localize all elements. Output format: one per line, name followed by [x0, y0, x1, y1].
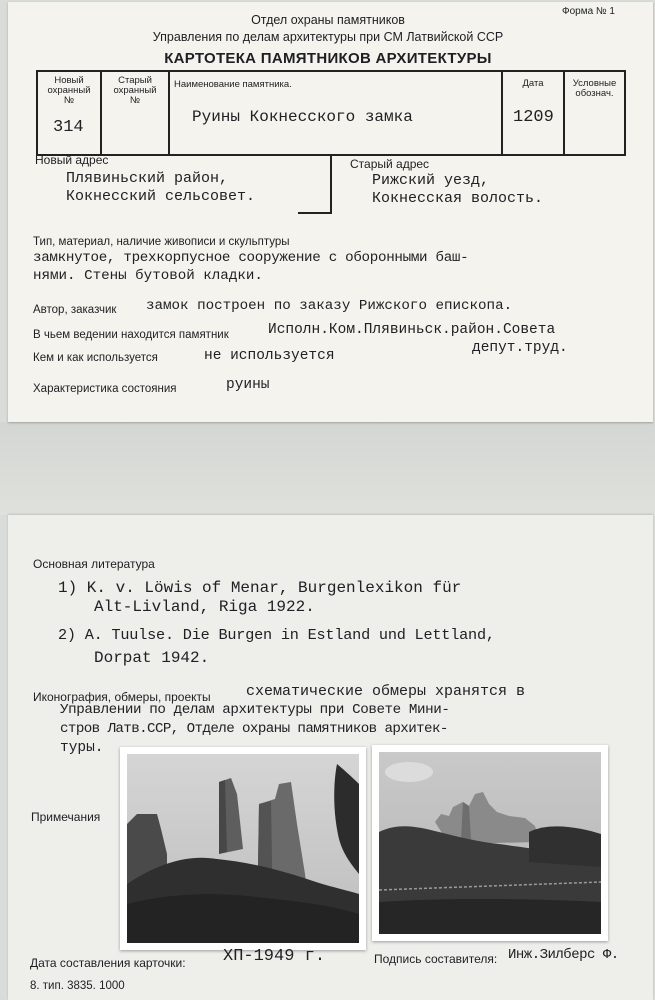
signature-value: Инж.Зилберс Ф. — [508, 947, 619, 963]
new-address-line2: Кокнесский сельсовет. — [66, 188, 256, 205]
owner-label: В чьем ведении находится памятник — [33, 329, 229, 341]
form-number: Форма № 1 — [561, 6, 615, 17]
literature-item2-line2: Dorpat 1942. — [94, 649, 210, 667]
new-number-cell — [38, 72, 102, 154]
symbols-label: Условные обознач. — [572, 78, 617, 99]
symbols-cell — [565, 72, 624, 154]
literature-item1-line1: 1) K. v. Löwis of Menar, Burgenlexikon für — [58, 579, 462, 597]
castle-ruins-image-1 — [127, 754, 359, 943]
print-info: 8. тип. 3835. 1000 — [30, 980, 125, 992]
monument-id-table — [36, 70, 626, 156]
literature-label: Основная литература — [33, 557, 155, 571]
notes-label: Примечания — [31, 810, 101, 824]
signature-label: Подпись составителя: — [374, 952, 498, 966]
iconography-label: Иконография, обмеры, проекты — [33, 690, 211, 704]
iconography-line1: схематические обмеры хранятся в — [246, 683, 526, 700]
new-address-label: Новый адрес — [35, 153, 109, 167]
owner-line2: депут.труд. — [472, 340, 568, 356]
old-number-cell — [102, 72, 170, 154]
compilation-date-label: Дата составления карточки: — [30, 956, 186, 970]
castle-ruins-photo-2 — [372, 745, 608, 941]
type-label: Тип, материал, наличие живописи и скульптуры — [33, 236, 290, 248]
type-line2: нями. Стены бутовой кладки. — [33, 268, 263, 284]
directorate-heading: Управления по делам архитектуры при СМ Латвийской ССР — [152, 30, 504, 44]
literature-item2-line1: 2) A. Tuulse. Die Burgen in Estland und Lettland, — [58, 626, 495, 644]
monument-name-cell — [170, 72, 503, 154]
owner-line1: Исполн.Ком.Плявиньск.район.Совета — [268, 322, 556, 338]
date-value: 1209 — [513, 108, 554, 127]
new-number-value: 314 — [53, 118, 84, 137]
registry-card-front — [8, 2, 653, 422]
date-label: Дата — [522, 78, 544, 89]
card-title: КАРТОТЕКА ПАМЯТНИКОВ АРХИТЕКТУРЫ — [164, 50, 492, 67]
use-value: не используется — [204, 348, 335, 364]
old-address-line2: Кокнесская волость. — [372, 190, 544, 207]
monument-name-value: Руины Кокнесского замка — [192, 108, 413, 126]
new-address-line1: Плявиньский район, — [66, 170, 229, 187]
address-divider — [330, 154, 332, 212]
type-line1: замкнутое, трехкорпусное сооружение с оборонными баш- — [33, 250, 469, 266]
condition-value: руины — [226, 377, 270, 393]
department-heading: Отдел охраны памятников — [251, 13, 405, 27]
old-address-line1: Рижский уезд, — [372, 172, 490, 189]
iconography-line2: Управлении по делам архитектуры при Совете Мини- — [60, 702, 450, 718]
old-address-label: Старый адрес — [350, 157, 430, 171]
castle-ruins-photo-1 — [120, 747, 366, 950]
new-number-label: Новый охранный № — [47, 75, 91, 106]
compilation-date-value: ХП-1949 г. — [223, 947, 326, 966]
literature-item1-line2: Alt-Livland, Riga 1922. — [94, 598, 315, 616]
use-label: Кем и как используется — [33, 352, 158, 364]
castle-ruins-image-2 — [379, 752, 601, 934]
card-gap — [0, 422, 655, 515]
iconography-line3: стров Латв.ССР, Отделе охраны памятников архитек- — [60, 721, 448, 737]
address-rule — [298, 212, 332, 214]
condition-label: Характеристика состояния — [33, 383, 177, 395]
iconography-line4: туры. — [60, 740, 104, 756]
date-cell — [503, 72, 565, 154]
old-number-label: Старый охранный № — [113, 75, 157, 106]
monument-name-label: Наименование памятника. — [174, 79, 292, 90]
author-value: замок построен по заказу Рижского епископа. — [146, 298, 513, 314]
registry-card-back — [8, 515, 653, 1000]
author-label: Автор, заказчик — [33, 304, 117, 316]
